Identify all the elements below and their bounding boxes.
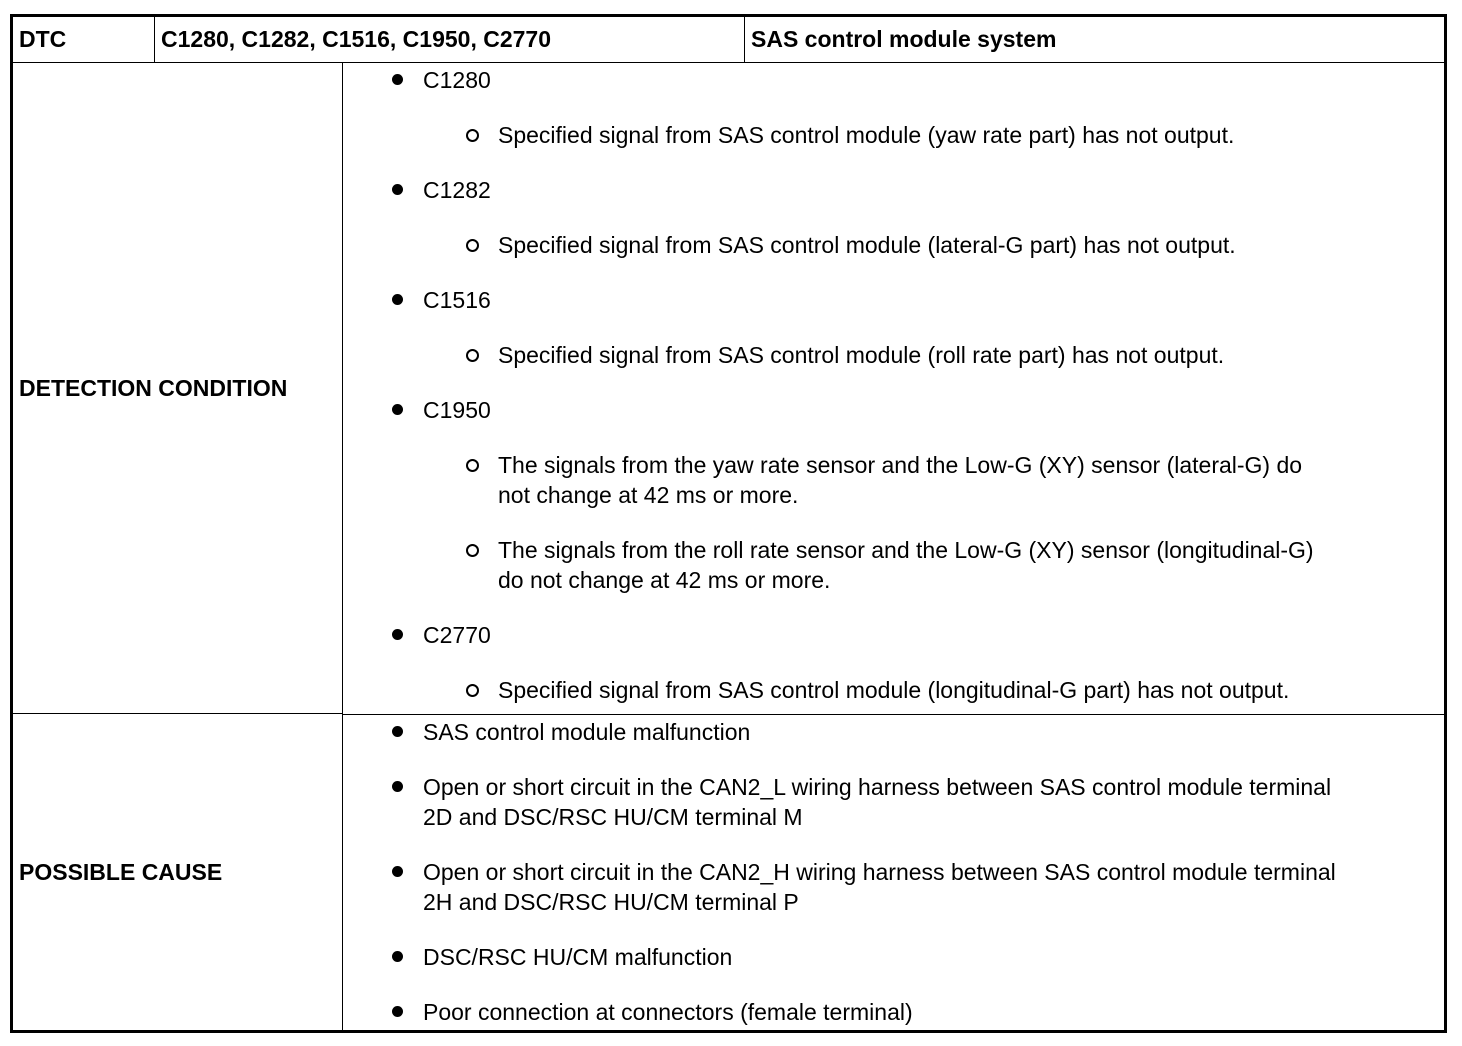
condition-c1950-2b: do not change at 42 ms or more. <box>498 567 831 593</box>
condition-c2770: Specified signal from SAS control module (longitudinal-G part) has not output. <box>498 677 1290 703</box>
bullet-icon <box>392 781 403 792</box>
condition-c1280: Specified signal from SAS control module (yaw rate part) has not output. <box>498 122 1235 148</box>
sub-bullet-icon <box>466 459 479 472</box>
bullet-icon <box>392 294 403 305</box>
sub-bullet-icon <box>466 544 479 557</box>
bullet-icon <box>392 951 403 962</box>
table-header <box>13 17 1444 63</box>
code-c1280: C1280 <box>423 67 491 93</box>
code-c1516: C1516 <box>423 287 491 313</box>
dtc-table <box>10 14 1447 1033</box>
cause-item: SAS control module malfunction <box>423 719 751 745</box>
cause-item: DSC/RSC HU/CM malfunction <box>423 944 733 970</box>
dtc-codes: C1280, C1282, C1516, C1950, C2770 <box>155 17 745 62</box>
condition-c1950-2a: The signals from the roll rate sensor and the Low-G (XY) sensor (longitudinal-G) <box>498 537 1314 563</box>
cause-item: Open or short circuit in the CAN2_H wiring harness between SAS control module terminal <box>423 859 1336 885</box>
code-c2770: C2770 <box>423 622 491 648</box>
sub-bullet-icon <box>466 239 479 252</box>
bullet-icon <box>392 866 403 877</box>
system-name: SAS control module system <box>751 26 1057 52</box>
possible-cause-label: POSSIBLE CAUSE <box>13 714 343 1030</box>
cause-item-cont: 2D and DSC/RSC HU/CM terminal M <box>423 804 803 830</box>
bullet-icon <box>392 1006 403 1017</box>
bullet-icon <box>392 184 403 195</box>
sub-bullet-icon <box>466 349 479 362</box>
bullet-icon <box>392 74 403 85</box>
condition-c1282: Specified signal from SAS control module (lateral-G part) has not output. <box>498 232 1236 258</box>
condition-c1950-1b: not change at 42 ms or more. <box>498 482 799 508</box>
cause-item: Poor connection at connectors (female terminal) <box>423 999 913 1025</box>
cause-item: Open or short circuit in the CAN2_L wiring harness between SAS control module terminal <box>423 774 1332 800</box>
sub-bullet-icon <box>466 129 479 142</box>
bullet-icon <box>392 404 403 415</box>
bullet-icon <box>392 629 403 640</box>
row-divider <box>343 714 1444 715</box>
code-c1282: C1282 <box>423 177 491 203</box>
detection-condition-label: DETECTION CONDITION <box>13 63 343 714</box>
cause-item-cont: 2H and DSC/RSC HU/CM terminal P <box>423 889 799 915</box>
sub-bullet-icon <box>466 684 479 697</box>
code-c1950: C1950 <box>423 397 491 423</box>
condition-c1950-1a: The signals from the yaw rate sensor and the Low-G (XY) sensor (lateral-G) do <box>498 452 1303 478</box>
bullet-icon <box>392 726 403 737</box>
dtc-label: DTC <box>13 17 155 62</box>
condition-c1516: Specified signal from SAS control module (roll rate part) has not output. <box>498 342 1225 368</box>
